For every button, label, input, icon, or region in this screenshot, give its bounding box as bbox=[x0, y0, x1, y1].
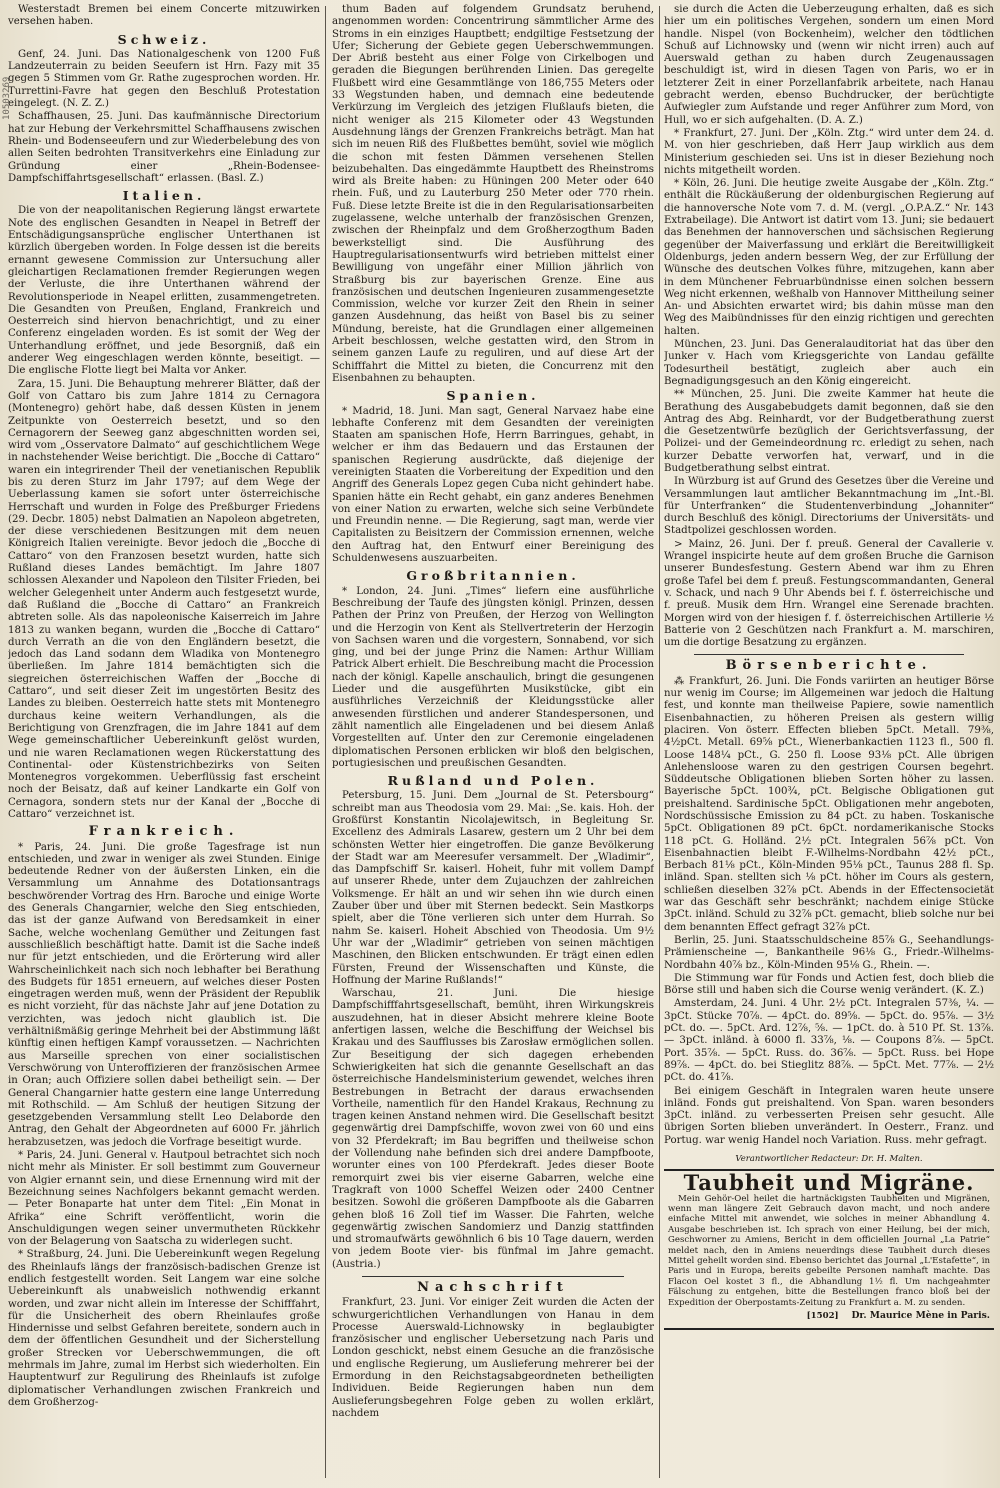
article-frankfurt: * Frankfurt, 27. Juni. Der „Köln. Ztg.“ wird unter dem 24. d. M. von hier geschrieben, daß Herr Jaup wirklich aus dem Ministerium geschieden sei. Uns ist in dieser Beziehung noch nichts mitgetheilt worden. bbox=[664, 127, 994, 176]
archive-id: 10503269 bbox=[2, 76, 12, 120]
article-paris-2: * Paris, 24. Juni. General v. Hautpoul betrachtet sich noch nicht mehr als Minister. Er soll bestimmt zum Gouverneur von Algier ernannt sein, und diese Ernennung wird mit der Bezeichnung seines Nachfolgers bekannt gemacht werden. — Peter Bonaparte hat unter dem Titel: „Ein Monat in Afrika“ eine Schrift veröffentlicht, worin die Anschuldigungen wegen seiner unvermutheten Rückkehr von der Belagerung von Saatscha zu widerlegen sucht. bbox=[8, 1150, 320, 1248]
article-boerse-amsterdam: Amsterdam, 24. Juni. 4 Uhr. 2½ pCt. Integralen 57⅜, ¼. — 3pCt. Stücke 70⅞. — 4pCt. do. 89⅝. — 5pCt. do. 95⅞. — 3½ pCt. do. —. 5pCt. Ard. 12⅞, ⅝. — 1pCt. do. à 510 Pf. St. 13⅞. — 3pCt. inländ. à 6000 fl. 33⅞, ⅛. — Coupons 8⅞. — 5pCt. Port. 35⅞. — 5pCt. Russ. do. 36⅞. — 5pCt. Russ. bei Hope 89⅞. — 4pCt. do. bei Stieglitz 88⅞. — 5pCt. Met. 77⅞. — 2½ pCt. do. 41⅞. bbox=[664, 998, 994, 1084]
article-wuerzburg: In Würzburg ist auf Grund des Gesetzes über die Vereine und Versammlungen laut amtlicher Bekanntmachung im „Int.-Bl. für Unterfranken“ die Studentenverbindung „Johanniter“ durch Beschluß des königl. Directoriums der Universitäts- und Stadtpolizei geschlossen worden. bbox=[664, 476, 994, 537]
article-text: Westerstadt Bremen bei einem Concerte mitzuwirken versehen haben. bbox=[8, 4, 320, 28]
article-petersburg: Petersburg, 15. Juni. Dem „Journal de St. Petersbourg“ schreibt man aus Theodosia vom 29. Mai: „Se. kais. Hoh. der Großfürst Konstantin Nicolajewitsch, in Begleitung Sr. Excellenz des Admirals Lasarew, gestern um 2 Uhr bei dem schönsten Wetter hier eingetroffen. Die ganze Bevölkerung der Stadt war am Meeresufer versammelt. Der „Wladimir“, das Dampfschiff Sr. kaiserl. Hoheit, fuhr mit vollem Dampf auf unserer Rhede, unter dem Zujauchzen der zahlreichen Volksmenge. Er hält an und wir sehen ihn wie durch einen Zauber über und über mit Sternen bedeckt. Sein Mastkorps spielt, aber die Töne verlieren sich unter dem Hurrah. So nahm Se. kaiserl. Hoheit Abschied von Theodosia. Um 9½ Uhr war der „Wladimir“ getrieben von seinen mächtigen Maschinen, den Blicken entschwunden. Er trägt einen edlen Fürsten, Freund der Wissenschaften und Künste, die Hoffnung der Marine Rußlands!“ bbox=[332, 790, 654, 986]
article-boerse-frankfurt: ⁂ Frankfurt, 26. Juni. Die Fonds variirten an heutiger Börse nur wenig im Course; im Allgemeinen war jedoch die Haltung fest, und konnte man theilweise Papiere, sowie namentlich Eisenbahnactien, zu höheren Preisen als gestern willig placiren. Von österr. Effecten blieben 5pCt. Metall. 79⅜, 4½pCt. Metall. 69⅝ pCt., Wienerbankactien 1123 fl., 500 fl. Loose 148¼ pCt., G. 250 fl. Loose 93⅛ pCt. Alle übrigen Anlehensloose waren zu den gestrigen Coursen begehrt. Süddeutsche Obligationen blieben Sorten höher zu lassen. Bayerische 5pCt. 100¾, pCt. Belgische Obligationen gut preishaltend. Sardinische 5pCt. Obligationen mehr angeboten, Nordschüssische Emission zu 84 pCt. zu haben. Toskanische 5pCt. Obligationen 89 pCt. 6pCt. nordamerikanische Stocks 118 pCt. G. Holländ. 2½ pCt. Integralen 56⅞ pCt. Von Eisenbahnactien bleibt F.-Wilhelms-Nordbahn 42½ pCt., Berbach 81⅛ pCt., Köln-Minden 95⅛ pCt., Taunus 288 fl. Sp. inländ. Span. stellten sich ⅛ pCt. höher im Cours als gestern, schließen dieselben 32⅞ pCt. Abends in der Effectensocietät war das Geschäft sehr beschränkt; nachdem einige Stücke 3pCt. inländ. Schuld zu 32⅞ pCt. gemacht, blieb solche nur bei dem benannten Effect gefragt 32⅞ pCt. bbox=[664, 675, 994, 933]
ad-text: Mein Gehör-Oel heilet die hartnäckigsten Taubheiten und Migränen, wenn man längere Zeit Gebrauch davon macht, und noch andere einfache Mittel mit anwendet, wie solches in meiner Abhandlung 4. Ausgabe beschrieben ist. Ich sprach von einer Heilung, bei der mich, Geschworner zu Amiens, Bericht in dem officiellen Journal „La Patrie“ meldet nach, den in Amiens neuerdings diese Taubheit durch dieses Mittel geheilt worden sind. Ebenso berichtet das Journal „L'Estafette“, in Paris und in Europa, bereits gebeilte Personen namhaft machte. Das Flacon Oel kostet 3 fl., die Abhandlung 1½ fl. Um nachgeahmter Fälschung zu entgehen, bitte die Bestellungen franco bloß bei der Expedition der Oberpostamts-Zeitung zu Frankfurt a. M. zu senden. bbox=[668, 1193, 990, 1308]
article-frankfurt-nachschrift: Frankfurt, 23. Juni. Vor einiger Zeit wurden die Acten der schwurgerichtlichen Verhandlungen von Hanau in dem Processe Auerswald-Lichnowsky in beglaubigter französischer und englischer Uebersetzung nach Paris und London geschickt, nebst einem Gesuche an die französische und englische Regierung, um Auslieferung mehrerer bei der Ermordung in den Reichstagsabgeordneten betheiligten Individuen. Beide Regierungen haben nun dem Auslieferungsbegehren Folge geben zu wollen erklärt, nachdem bbox=[332, 1297, 654, 1419]
section-heading-boersenberichte: Börsenberichte. bbox=[725, 658, 933, 674]
section-heading-frankreich: Frankreich. bbox=[88, 824, 240, 840]
ad-number: [1502] bbox=[806, 1311, 839, 1322]
ad-signature-name: Dr. Maurice Mène in Paris. bbox=[851, 1310, 990, 1322]
section-heading-schweiz: Schweiz. bbox=[117, 31, 211, 47]
divider bbox=[694, 654, 964, 655]
editor-line: Verantwortlicher Redacteur: Dr. H. Malten. bbox=[735, 1154, 923, 1165]
advertisement bbox=[664, 1169, 994, 1330]
article-text: thum Baden auf folgendem Grundsatz beruhend, angenommen worden: Concentrirung sämmtlicher Arme des Stroms in ein einziges Hauptbett; endgiltige Festsetzung der Ufer; Sicherung der Gebiete gegen Ueberschwemmungen. Der Abriß besteht aus einer Folge von Cirkelbogen und geraden die Biegungen berührenden Linien. Das geregelte Flußbett wird eine Gesammtlänge von 186,755 Meters oder 33 Wegstunden haben, und demnach eine bedeutende Verkürzung im Vergleich des jetzigen Flußlaufs bieten, die nicht weniger als 215 Kilometer oder 43 Wegstunden Ausdehnung längs der Grenzen Frankreichs beträgt. Man hat sich im neuen Riß des Flußbettes bemüht, soviel wie möglich die schon mit festen Dämmen versehenen Stellen beizubehalten. Das eingedämmte Hauptbett des Rheinstroms wird als Breite haben: zu Hüningen 200 Meter oder 640 rhein. Fuß, und zu Lauterburg 250 Meter oder 770 rhein. Fuß. Diese letzte Breite ist die in den Regularisationsarbeiten zugelassene, welche unterhalb der französischen Grenzen, zwischen der Rheinpfalz und dem Großherzogthum Baden bewerkstelligt sind. Die Ausführung des Hauptregularisationsentwurfs wird betrieben mittelst einer Bewilligung von ungefähr einer Million jährlich von Straßburg bis zur bayerischen Grenze. Eine aus französischen und deutschen Ingenieuren zusammengesetzte Commission, welche vor kurzer Zeit den Rhein in seiner ganzen Ausdehnung, das heißt von Basel bis zu seiner Mündung, bereiste, hat die Grundlagen einer allgemeinen Arbeit beschlossen, welche gestatten wird, den Strom in seinem ganzen Laufe zu reguliren, und auf diese Art der Schifffahrt die Mittel zu bieten, die Concurrenz mit den Eisenbahnen zu behaupten. bbox=[332, 4, 654, 384]
article-zara: Zara, 15. Juni. Die Behauptung mehrerer Blätter, daß der Golf von Cattaro bis zum Jahre 1814 zu Cernagora (Montenegro) gehört habe, daß dessen Küsten in jenem Zeitpunkte von Oesterreich besetzt, und so den Cernagorern der Seeweg ganz abgeschnitten worden sei, wird vom „Osservatore Dalmato“ auf geschichtlichem Wege in nachstehender Weise berichtigt. Die „Bocche di Cattaro“ waren ein integrirender Theil der venetianischen Republik bis zu deren Sturz im Jahr 1797; auf dem Wege der Ueberlassung kamen sie sofort unter österreichische Herrschaft und wurden in Folge des Preßburger Friedens (29. Decbr. 1805) nebst Dalmatien an Napoleon abgetreten, der diese verschiedenen Besitzungen mit dem neuen Königreich Italien vereinigte. Bevor jedoch die „Bocche di Cattaro“ von den Franzosen besetzt wurden, hatte sich Rußland dieses Landes bemächtigt. Im Jahre 1807 schlossen Alexander und Napoleon den Tilsiter Frieden, bei welcher Gelegenheit unter Anderm auch festgesetzt wurde, daß Rußland die „Bocche di Cattaro“ an Frankreich abtreten solle. Als das napoleonische Kaiserreich im Jahre 1813 zu wanken begann, wurden die „Bocche di Cattaro“ durch Verrath an die von den Engländern besetzt, die jedoch das Land sodann dem Wladika von Montenegro überließen. Im Jahre 1814 bemächtigten sich die siegreichen österreichischen Waffen der „Bocche di Cattaro“, und seit dieser Zeit im ungestörten Besitz des Landes zu bleiben. Oesterreich hatte stets mit Montenegro durchaus keine weitern Verhandlungen, als die Berichtigung von Grenzfragen, die im Jahre 1841 auf dem Wege gemeinschaftlicher Uebereinkunft gelöst wurden, und nie waren Reclamationen wegen Rückerstattung des Continental- oder Küstenstrichbezirks von Seiten Montenegros vorgekommen. Ueberflüssig fast erscheint noch der Beisatz, daß auf keiner Landkarte ein Golf von Cernagora, sondern stets nur der Kanal der „Bocche di Cattaro“ verzeichnet ist. bbox=[8, 378, 320, 820]
column-3 bbox=[664, 4, 994, 1480]
section-heading-spanien: Spanien. bbox=[446, 388, 540, 404]
section-heading-russland: Rußland und Polen. bbox=[387, 773, 599, 789]
article-schaffhausen: Schaffhausen, 25. Juni. Das kaufmännische Directorium hat zur Hebung der Verkehrsmittel Schaffhausens zwischen Rhein- und Bodenseeufern und zur Wiederbelebung des von allen Seiten bedrohten Transitverkehrs eine Einladung zur Gründung einer „Rhein-Bodensee-Dampfschiffahrtsgesellschaft“ erlassen. (Basl. Z.) bbox=[8, 111, 320, 184]
article-boerse-berlin: Berlin, 25. Juni. Staatsschuldscheine 85⅞ G., Seehandlungs-Prämienscheine —, Bankantheile 96⅛ G., Friedr.-Wilhelms-Nordbahn 40⅞ bz., Köln-Minden 95⅛ G., Rhein. —. bbox=[664, 934, 994, 971]
article-madrid: * Madrid, 18. Juni. Man sagt, General Narvaez habe eine lebhafte Conferenz mit dem Gesandten der vereinigten Staaten am spanischen Hofe, Herrn Barringues, gehabt, in welcher er ihm das Bedauern und das Erstaunen der spanischen Regierung ausdrückte, daß diejenige der vereinigten Staaten die Vorbereitung der Expedition und den Angriff des Generals Lopez gegen Cuba nicht gehindert habe. Spanien hätte ein Recht gehabt, ein ganz anderes Benehmen von einer Nation zu erwarten, welche sich seine Verbündete und Freundin nenne. — Die Regierung, sagt man, werde vier Capitalisten zu Beisitzern der Commission ernennen, welche den Auftrag hat, den Entwurf einer Bereinigung des Schuldenwesens auszuarbeiten. bbox=[332, 405, 654, 565]
article-neapel: Die von der neapolitanischen Regierung längst erwartete Note des englischen Gesandten in Neapel in Betreff der Entschädigungsansprüche englischer Unterthanen ist kürzlich übergeben worden. In Folge dessen ist die bereits ernannt gewesene Commission zur Untersuchung aller gleichartigen Reclamationen fremder Regierungen wegen der Verluste, die ihre Unterthanen während der Revolutionsperiode in Neapel erlitten, zusammengetreten. Die Gesandten von Preußen, England, Frankreich und Oesterreich sind hiervon benachrichtigt, und zu einer Conferenz eingeladen worden. Es ist somit der Weg der Unterhandlung eröffnet, und jede Besorgniß, daß ein anderer Weg eingeschlagen werden könnte, beseitigt. — Die englische Flotte liegt bei Malta vor Anker. bbox=[8, 205, 320, 377]
article-muenchen-2: ** München, 25. Juni. Die zweite Kammer hat heute die Berathung des Ausgabebudgets damit begonnen, daß sie den Antrag des Abg. Reinhardt, vor der Budgetberathung zuerst die Gesetzentwürfe bezüglich der Gerichtsverfassung, der Polizei- und der Gemeindeordnung rc. erledigt zu sehen, nach kurzer Debatte verworfen hat, verwarf, und in die Budgetberathung selbst eintrat. bbox=[664, 389, 994, 474]
article-paris-1: * Paris, 24. Juni. Die große Tagesfrage ist nun entschieden, und zwar in weniger als zwei Stunden. Einige bedeutende Redner von der äußersten Linken, ein die Versammlung um Annahme des Dotationsantrags beschwörender Vortrag des Hrn. Baroche und einige Worte des Generals Changarnier, welche den Sieg entschieden, das ist der ganze Aufwand von Beredsamkeit in einer Sache, welche wochenlang Gemüther und Zeitungen fast ausschließlich beschäftigt hatte. Damit ist die Sache indeß nur für jetzt entschieden, und die Erörterung wird aller Wahrscheinlichkeit nach sich noch lebhafter bei Berathung des Budgets für 1851 erneuern, auf welches dieser Posten eingetragen werden muß, wenn der Präsident der Republik es nicht vorzieht, für das nächste Jahr auf jene Dotation zu verzichten, was jedoch nicht glaublich ist. Die verhältnißmäßig geringe Mehrheit bei der Abstimmung läßt künftig einen heftigen Kampf voraussetzen. — Nachrichten aus Marseille sprechen von einer socialistischen Verschwörung von Unteroffizieren der französischen Armee in Oran; auch Offiziere sollen dabei betheiligt sein. — Der General Changarnier hatte gestern eine lange Unterredung mit Rothschild. — Am Schluß der heutigen Sitzung der gesetzgebenden Versammlung stellt Leo Delaborde den Antrag, den Gehalt der Abgeordneten auf 6000 Fr. jährlich herabzusetzen, was jedoch die Vorfrage beseitigt wurde. bbox=[8, 841, 320, 1148]
ad-title: Taubheit und Migräne. bbox=[683, 1170, 975, 1196]
column-divider bbox=[325, 6, 326, 1478]
article-genf: Genf, 24. Juni. Das Nationalgeschenk von 1200 Fuß Landzeuterrain zu beiden Seeufern ist Hrn. Fazy mit 35 gegen 5 Stimmen vom Gr. Rathe zugesprochen worden. Hr. Turrettini-Favre hat gegen den Beschluß Protestation eingelegt. (N. Z. Z.) bbox=[8, 48, 320, 110]
ad-signature bbox=[668, 1310, 990, 1322]
article-mainz: > Mainz, 26. Juni. Der f. preuß. General der Cavallerie v. Wrangel inspicirte heute auf dem großen Bruche die Garnison unserer Bundesfestung. Gestern Abend war ihm zu Ehren große Tafel bei dem f. preuß. Festungscommandanten, General v. Schack, und nach 9 Uhr Abends bei f. f. österreichische und f. preuß. Musik dem Hrn. Wrangel eine Serenade brachten. Morgen wird von der hiesigen f. f. österreichischen Artillerie ½ Batterie von 2 Geschützen nach Frankfurt a. M. marschiren, um die dortige Besatzung zu ergänzen. bbox=[664, 538, 994, 649]
column-1 bbox=[8, 4, 320, 1480]
article-boerse-note: Die Stimmung war für Fonds und Actien fest, doch blieb die Börse still und haben sich die Course wenig verändert. (K. Z.) bbox=[664, 972, 994, 997]
section-heading-grossbritannien: Großbritannien. bbox=[406, 568, 580, 584]
article-boerse-summary: Bei einigem Geschäft in Integralen waren heute unsere inländ. Fonds gut preishaltend. Von Span. waren besonders 3pCt. inländ. zu verbesserten Preisen sehr gesucht. Alle übrigen Sorten blieben unverändert. In Oesterr., Franz. und Portug. war wenig Handel noch Variation. Russ. mehr gefragt. bbox=[664, 1085, 994, 1146]
column-2 bbox=[332, 4, 654, 1480]
divider bbox=[362, 1276, 624, 1277]
article-london: * London, 24. Juni. „Times“ liefern eine ausführliche Beschreibung der Taufe des jüngsten königl. Prinzen, dessen Pathen der Prinz von Preußen, der Herzog von Wellington und die Herzogin von Kent als Stellvertreterin der Herzogin von Sachsen waren und die vorgestern, Sonnabend, vor sich ging, und bei der junge Prinz die Namen: Arthur William Patrick Albert erhielt. Die Beschreibung macht die Procession nach der königl. Kapelle anschaulich, bringt die gesungenen Lieder und die ausgeführten Musikstücke, gibt ein ausführliches Verzeichniß der Kleidungsstücke aller anwesenden fürstlichen und anderer Standespersonen, und zählt namentlich alle Eingeladenen und bei diesem Anlaß Vorgestellten auf. Unter den zur Ceremonie eingeladenen diplomatischen Personen erblicken wir bloß den belgischen, portugiesischen und preußischen Gesandten. bbox=[332, 585, 654, 769]
article-koeln: * Köln, 26. Juni. Die heutige zweite Ausgabe der „Köln. Ztg.“ enthält die Rückäußerung der oldenburgischen Regierung auf die hannoversche Note vom 7. d. M. (vergl. „O.P.A.Z.“ Nr. 143 Extrabeilage). Die Antwort ist datirt vom 13. Juni; sie bedauert das Benehmen der hannoverschen und sächsischen Regierung gegenüber der Maiverfassung und erklärt die Bereitwilligkeit Oldenburgs, jeden andern bessern Weg, der zur Erfüllung der Wünsche des deutschen Volkes führe, mitzugehen, kann aber in dem Münchener Februarbündnisse einen solchen bessern Weg nicht erkennen, weßhalb von Hannover Mittheilung seiner An- und Absichten erwartet wird; bis dahin müsse man den Weg des Maibündnisses für den einzig richtigen und gerechten halten. bbox=[664, 178, 994, 337]
column-divider bbox=[659, 6, 660, 1478]
article-strassburg: * Straßburg, 24. Juni. Die Uebereinkunft wegen Regelung des Rheinlaufs längs der französisch-badischen Grenze ist endlich festgestellt worden. Seit Langem war eine solche Uebereinkunft als unabweislich nothwendig erkannt worden, und zwar nicht allein im Interesse der Schifffahrt, für die Unsicherheit des obern Rheinlaufes große Hindernisse und selbst Gefahren bereitete, sondern auch in dem der öffentlichen Gesundheit und der Sicherstellung großer Strecken vor Ueberschwemmungen, die oft mehrmals im Jahre, zumal im Herbst sich wiederholten. Ein Hauptentwurf zur Regulirung des Rheinlaufs ist zufolge diplomatischer Verhandlungen zwischen Frankreich und dem Großherzog- bbox=[8, 1249, 320, 1408]
section-heading-nachschrift: Nachschrift bbox=[417, 1279, 569, 1295]
section-heading-italien: Italien. bbox=[122, 188, 206, 204]
article-muenchen-1: München, 23. Juni. Das Generalauditoriat hat das über den Junker v. Hach vom Kriegsgerichte von Landau gefällte Todesurtheil bestätigt, zugleich aber auch ein Begnadigungsgesuch an den König eingereicht. bbox=[664, 339, 994, 387]
article-text: sie durch die Acten die Ueberzeugung erhalten, daß es sich hier um ein politisches Vergehen, sondern um einen Mord handle. Nispel (von Bockenheim), welcher den tödtlichen Schuß auf Lichnowsky und (wenn wir nicht irren) auch auf Auerswald gethan zu haben durch Zeugenaussagen beschuldigt ist, wird in diesen Tagen von Paris, wo er in letzterer Zeit in einer Porzellanfabrik arbeitete, nach Hanau gebracht werden, ebenso Buchdrucker, der berüchtigte Aufwiegler zum Aufstande und reger Anführer zum Mord, von Hull, wo er sich aufgehalten. (D. A. Z.) bbox=[664, 4, 994, 126]
article-warschau: Warschau, 21. Juni. Die hiesige Dampfschifffahrtsgesellschaft, bemüht, ihren Wirkungskreis auszudehnen, hat in dieser Absicht mehrere kleine Boote anfertigen lassen, welche die Beschiffung der Weichsel bis Krakau und des Saufflusses bis Zarosław ermöglichen sollen. Zur Beseitigung der sich dagegen erhebenden Schwierigkeiten hat sich die genannte Gesellschaft an das österreichische Handelsministerium gewendet, welches ihren Bestrebungen in Betracht der daraus erwachsenden Vortheile, namentlich für den Handel Krakaus, Rechnung zu tragen keinen Anstand nehmen wird. Die Gesellschaft besitzt gegenwärtig drei Dampfschiffe, wovon zwei von 60 und eins von 32 Pferdekraft; im Bau begriffen und theilweise schon der Vollendung nahe befinden sich drei andere Dampfboote, worunter eines von 100 Pferdekraft. Jedes dieser Boote remorquirt zwei bis vier eiserne Gabarren, welche eine Tragkraft von 1000 Scheffel Weizen oder 2400 Centner besitzen. Sowohl die größeren Dampfboote als die Gabarren gehen bloß 16 Zoll tief im Wasser. Die Fahrten, welche gegenwärtig zwischen Sandomierz und Danzig stattfinden und stromaufwärts gewöhnlich 6 bis 10 Tage dauern, werden von jedem Boote vier- bis fünfmal im Jahre gemacht. (Austria.) bbox=[332, 988, 654, 1270]
